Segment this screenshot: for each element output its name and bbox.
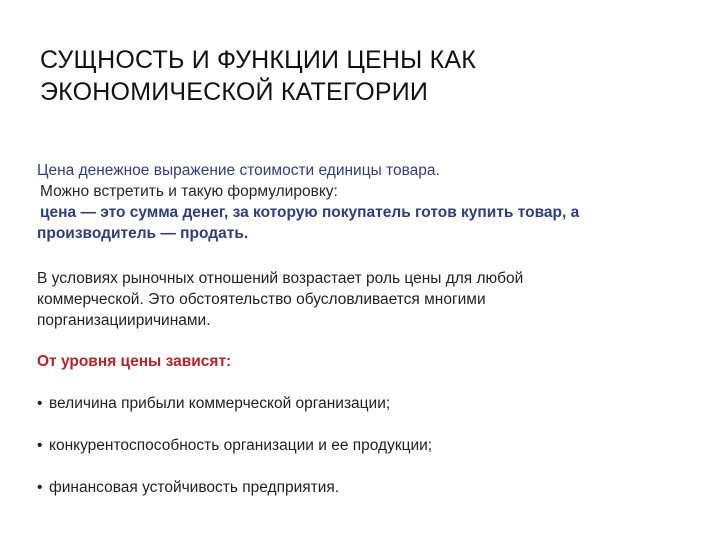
market-paragraph-line-3: порганизацииричинами. [37, 312, 211, 329]
slide-title-line-2: ЭКОНОМИЧЕСКОЙ КАТЕГОРИИ [40, 78, 429, 106]
alternative-definition-line-1: цена — это сумма денег, за которую покупатель готов купить товар, а [40, 204, 580, 221]
definition-block [37, 160, 677, 244]
bullet-mark: • [37, 437, 43, 454]
bullet-text: конкурентоспособность организации и ее продукции; [49, 437, 433, 454]
bullet-item [37, 435, 677, 456]
slide-body [37, 160, 677, 498]
bullet-mark: • [37, 479, 43, 496]
slide-title [40, 44, 680, 108]
bullet-text: финансовая устойчивость предприятия. [49, 479, 340, 496]
slide-title-line-1: СУЩНОСТЬ И ФУНКЦИИ ЦЕНЫ КАК [40, 46, 477, 74]
bullet-text: величина прибыли коммерческой организации; [49, 395, 391, 412]
price-definition: Цена денежное выражение стоимости единицы товара. [37, 162, 440, 179]
market-paragraph [37, 268, 677, 331]
bullet-item [37, 393, 677, 414]
market-paragraph-line-1: В условиях рыночных отношений возрастает роль цены для любой [37, 270, 524, 287]
bullet-item [37, 477, 677, 498]
bullet-mark: • [37, 395, 43, 412]
dependency-heading: От уровня цены зависят: [37, 353, 232, 370]
alternative-definition-line-2: производитель — продать. [37, 225, 249, 242]
market-paragraph-line-2: коммерческой. Это обстоятельство обусловливается многими [37, 291, 486, 308]
alternative-phrase: Можно встретить и такую формулировку: [40, 183, 338, 200]
